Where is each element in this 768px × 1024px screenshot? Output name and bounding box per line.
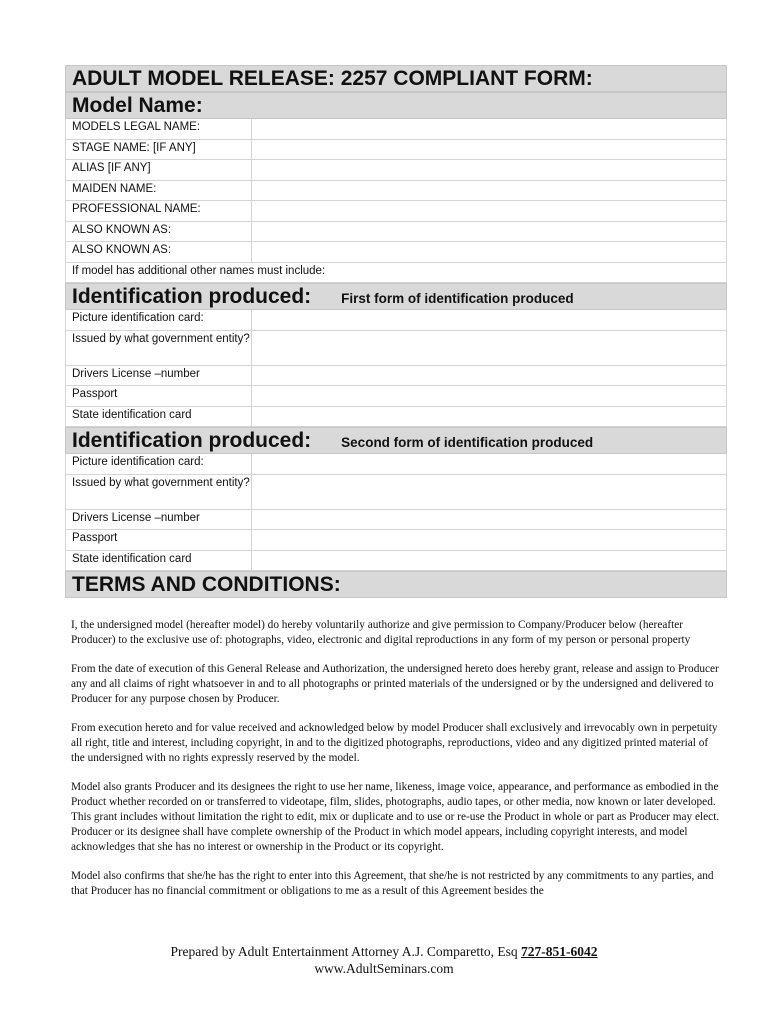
field-value[interactable] <box>252 310 726 330</box>
footer-line <box>0 943 768 960</box>
field-label: State identification card <box>66 551 252 571</box>
field-label: STAGE NAME: [IF ANY] <box>66 140 252 160</box>
id-first-subheading: First form of identification produced <box>341 291 574 306</box>
field-label: Passport <box>66 530 252 550</box>
field-row <box>65 530 727 551</box>
field-label: ALIAS [IF ANY] <box>66 160 252 180</box>
field-label: Issued by what government entity? <box>66 331 252 365</box>
field-label: Issued by what government entity? <box>66 475 252 509</box>
field-row <box>65 242 727 263</box>
terms-body <box>65 598 727 906</box>
model-name-heading-text: Model Name: <box>72 94 203 117</box>
field-value[interactable] <box>252 454 726 474</box>
field-value[interactable] <box>252 510 726 530</box>
field-value[interactable] <box>252 386 726 406</box>
field-value[interactable] <box>252 530 726 550</box>
field-row <box>65 551 727 572</box>
release-form <box>65 65 727 906</box>
field-value[interactable] <box>252 222 726 242</box>
field-label: MAIDEN NAME: <box>66 181 252 201</box>
field-row <box>65 160 727 181</box>
field-row <box>65 201 727 222</box>
field-value[interactable] <box>252 160 726 180</box>
website-link[interactable]: www.AdultSeminars.com <box>314 961 454 976</box>
field-label: State identification card <box>66 407 252 427</box>
id-second-heading-text: Identification produced: <box>72 429 312 452</box>
field-row <box>65 222 727 243</box>
field-value[interactable] <box>252 140 726 160</box>
field-row <box>65 510 727 531</box>
field-label: PROFESSIONAL NAME: <box>66 201 252 221</box>
field-label: Picture identification card: <box>66 454 252 474</box>
terms-heading-text: TERMS AND CONDITIONS: <box>72 573 341 596</box>
id-second-subheading: Second form of identification produced <box>341 435 594 450</box>
field-row <box>65 407 727 428</box>
prepared-by: Prepared by Adult Entertainment Attorney A.J. Comparetto, Esq <box>170 944 518 959</box>
additional-names-row <box>65 263 727 284</box>
id-first-fields <box>65 310 727 427</box>
field-row <box>65 181 727 202</box>
field-value[interactable] <box>252 242 726 262</box>
phone-link[interactable]: 727-851-6042 <box>521 944 598 959</box>
field-value[interactable] <box>252 201 726 221</box>
terms-paragraph: I, the undersigned model (hereafter model) do hereby voluntarily authorize and give permission to Company/Producer below (hereafter Producer) to the exclusive use of: photographs, video, electronic and digital reproductions in any form of my person or personal property <box>71 619 691 646</box>
page-footer <box>0 943 768 977</box>
field-row <box>65 119 727 140</box>
field-value[interactable] <box>252 551 726 571</box>
field-label: Passport <box>66 386 252 406</box>
id-first-heading <box>65 283 727 310</box>
field-row <box>65 331 727 366</box>
additional-names-note: If model has additional other names must include: <box>72 264 326 277</box>
field-row <box>65 475 727 510</box>
field-label: Picture identification card: <box>66 310 252 330</box>
field-label: MODELS LEGAL NAME: <box>66 119 252 139</box>
field-value[interactable] <box>252 181 726 201</box>
id-second-heading <box>65 427 727 454</box>
field-value[interactable] <box>252 407 726 427</box>
field-row <box>65 140 727 161</box>
terms-paragraph: Model also grants Producer and its designees the right to use her name, likeness, image voice, appearance, and performance as embodied in the Product whether recorded on or transferred to videotape, film, slides, photographs, audio tapes, or other media, now known or later developed. This grant includes without limitation the right to edit, mix or duplicate and to use or re-use the Product in whole or part as Producer may elect. Producer or its designee shall have complete ownership of the Product in which model appears, including copyright interests, and model acknowledges that she has no interest or ownership in the Product or its copyright. <box>71 781 720 853</box>
field-row <box>65 366 727 387</box>
form-title: ADULT MODEL RELEASE: 2257 COMPLIANT FORM: <box>65 65 727 92</box>
terms-paragraph: Model also confirms that she/he has the right to enter into this Agreement, that she/he is not restricted by any commitments to any parties, and that Producer has no financial commitment or obligations to me as a result of this Agreement besides the <box>71 870 714 897</box>
id-second-fields <box>65 454 727 571</box>
terms-paragraph: From execution hereto and for value received and acknowledged below by model Producer shall exclusively and irrevocably own in perpetuity all right, title and interest, including copyright, in and to the digitized photographs, reproductions, video and any digitized printed material of the undersigned with no rights expressly reserved by the model. <box>71 722 718 764</box>
field-value[interactable] <box>252 119 726 139</box>
field-value[interactable] <box>252 331 726 365</box>
model-name-fields <box>65 119 727 283</box>
id-first-heading-text: Identification produced: <box>72 285 312 308</box>
model-name-heading <box>65 92 727 119</box>
terms-heading <box>65 571 727 598</box>
field-label: Drivers License –number <box>66 510 252 530</box>
field-value[interactable] <box>252 475 726 509</box>
field-row <box>65 310 727 331</box>
field-label: Drivers License –number <box>66 366 252 386</box>
field-label: ALSO KNOWN AS: <box>66 222 252 242</box>
field-value[interactable] <box>252 366 726 386</box>
field-row <box>65 386 727 407</box>
field-label: ALSO KNOWN AS: <box>66 242 252 262</box>
field-row <box>65 454 727 475</box>
terms-paragraph: From the date of execution of this General Release and Authorization, the undersigned hereto does hereby grant, release and assign to Producer any and all claims of right whatsoever in and to all photographs or printed materials of the undersigned or by the undersigned and delivered to Producer for any purpose chosen by Producer. <box>71 663 719 705</box>
